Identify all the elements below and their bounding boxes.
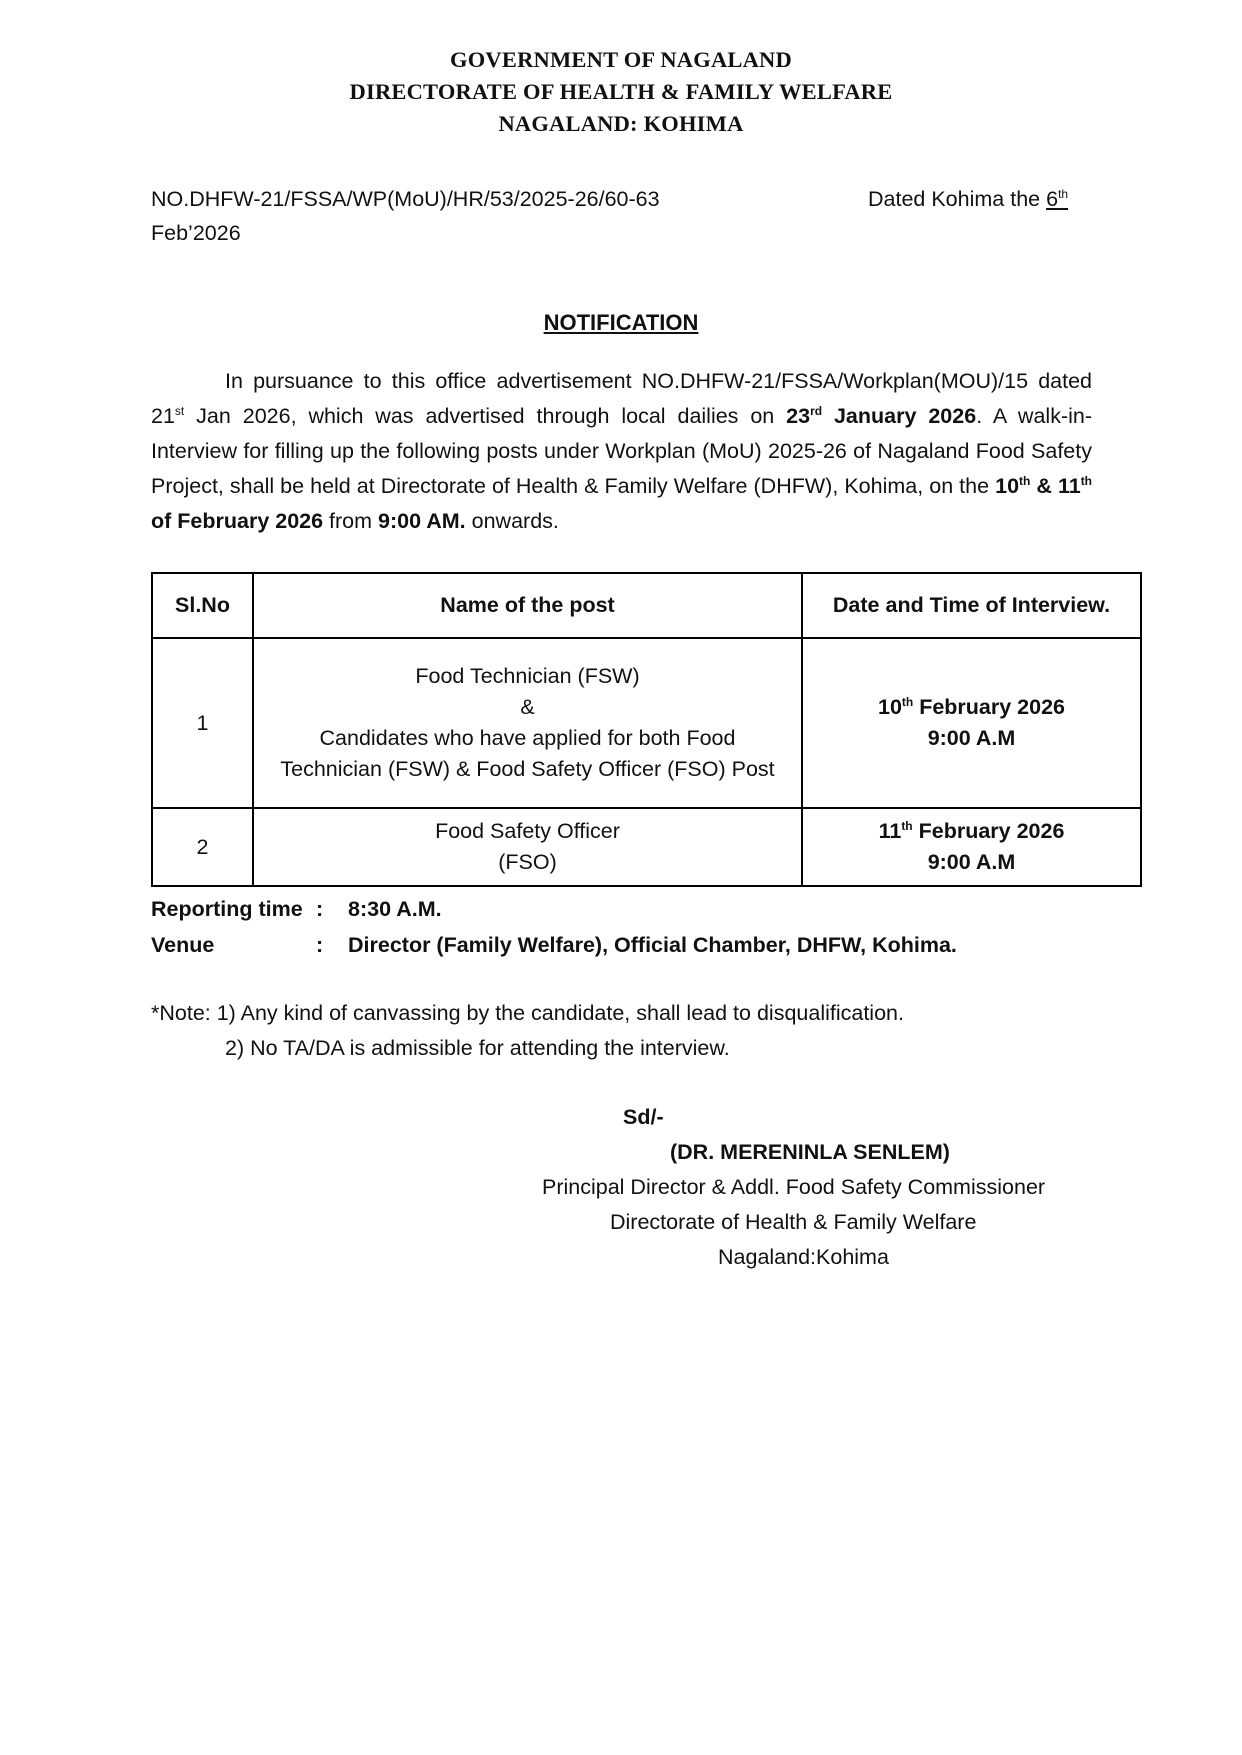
interview-month-year: February 2026: [913, 695, 1066, 719]
body-sup: th: [1019, 473, 1031, 488]
body-bold: January 2026: [822, 404, 977, 428]
body-bold: 10: [995, 474, 1020, 498]
table-row: [152, 808, 1141, 886]
note-block: [151, 996, 904, 1066]
table-header-row: [152, 573, 1141, 638]
interview-time: 9:00 A.M: [927, 850, 1016, 874]
body-bold: of February 2026: [151, 509, 324, 533]
body-sup: th: [1080, 473, 1093, 488]
letterhead-directorate: DIRECTORATE OF HEALTH & FAMILY WELFARE: [349, 79, 893, 104]
dated-day-suffix: th: [1058, 186, 1069, 201]
reporting-time-colon: :: [316, 897, 324, 921]
letterhead-government: GOVERNMENT OF NAGALAND: [450, 47, 792, 72]
dated-prefix: Dated Kohima the: [868, 187, 1047, 211]
venue-label: Venue: [151, 933, 215, 957]
interview-date: [803, 816, 1140, 847]
venue-line: [151, 927, 957, 963]
letterhead-location: NAGALAND: KOHIMA: [498, 111, 744, 136]
signatory-place: Nagaland:Kohima: [718, 1245, 889, 1269]
table-row: [152, 638, 1141, 808]
dated-day-number: 6: [1046, 187, 1059, 211]
cell-sl-no: 2: [152, 808, 253, 886]
signatory-office: Directorate of Health & Family Welfare: [610, 1210, 977, 1234]
post-line: Food Technician (FSW): [415, 664, 640, 688]
header-date-time: Date and Time of Interview.: [802, 573, 1141, 638]
cell-post-name: [253, 638, 802, 808]
interview-day-suffix: th: [901, 694, 914, 709]
reference-month-year: Feb’2026: [151, 221, 241, 245]
header-sl-no: Sl.No: [152, 573, 253, 638]
reporting-time-line: [151, 891, 957, 927]
signatory-designation: Principal Director & Addl. Food Safety Commissioner: [542, 1175, 1046, 1199]
dated-day: [1046, 187, 1068, 211]
interview-schedule-table: [151, 572, 1142, 887]
post-line: Technician (FSW) & Food Safety Officer (FSO) Post: [280, 757, 775, 781]
post-line: Food Safety Officer: [435, 819, 620, 843]
post-line: (FSO): [498, 850, 557, 874]
reference-block: [151, 182, 660, 250]
reference-number: NO.DHFW-21/FSSA/WP(MoU)/HR/53/2025-26/60-63: [151, 187, 660, 211]
body-text: . A walk-in-Interview for filling up the following posts under Workplan (MoU) 2025-26 of Nagaland Food Safety Project, shall be held at Directorate of Health & Family Welfare (DHFW), Kohima, on the: [151, 404, 1092, 498]
venue-colon: :: [316, 933, 324, 957]
note-line-2: 2) No TA/DA is admissible for attending the interview.: [225, 1036, 730, 1060]
cell-date-time: [802, 808, 1141, 886]
dated-line: [868, 182, 1068, 216]
interview-month-year: February 2026: [912, 819, 1065, 843]
body-text: from: [323, 509, 379, 533]
header-post-name: Name of the post: [253, 573, 802, 638]
reporting-time-label: Reporting time: [151, 897, 303, 921]
interview-time: 9:00 A.M: [927, 726, 1016, 750]
body-bold: & 11: [1030, 474, 1081, 498]
post-line: Candidates who have applied for both Food: [319, 726, 736, 750]
notification-title: NOTIFICATION: [543, 310, 699, 335]
signatory-name: (DR. MERENINLA SENLEM): [670, 1140, 950, 1164]
interview-day: 10: [877, 695, 902, 719]
body-text: onwards.: [465, 509, 559, 533]
cell-date-time: [802, 638, 1141, 808]
body-sup: st: [174, 403, 185, 418]
notification-body: [151, 364, 1092, 539]
reporting-venue-block: [151, 891, 957, 963]
body-sup: rd: [810, 403, 823, 418]
cell-post-name: [253, 808, 802, 886]
interview-date: [803, 692, 1140, 723]
venue-value: Director (Family Welfare), Official Chamber, DHFW, Kohima.: [348, 933, 957, 957]
body-text: Jan 2026, which was advertised through local dailies on: [184, 404, 787, 428]
note-line-1: *Note: 1) Any kind of canvassing by the candidate, shall lead to disqualification.: [151, 1001, 904, 1025]
body-text: In pursuance to this office advertisement NO.DHFW-21/FSSA/Workplan(MOU)/15 dated 21: [151, 369, 1092, 428]
interview-day-suffix: th: [901, 818, 913, 833]
post-line: &: [520, 695, 535, 719]
reporting-time-value: 8:30 A.M.: [348, 897, 442, 921]
letterhead: [0, 44, 1242, 140]
body-bold: 23: [786, 404, 811, 428]
cell-sl-no: 1: [152, 638, 253, 808]
body-bold: 9:00 AM.: [378, 509, 466, 533]
signature-sd: Sd/-: [623, 1105, 664, 1129]
interview-day: 11: [878, 819, 902, 843]
